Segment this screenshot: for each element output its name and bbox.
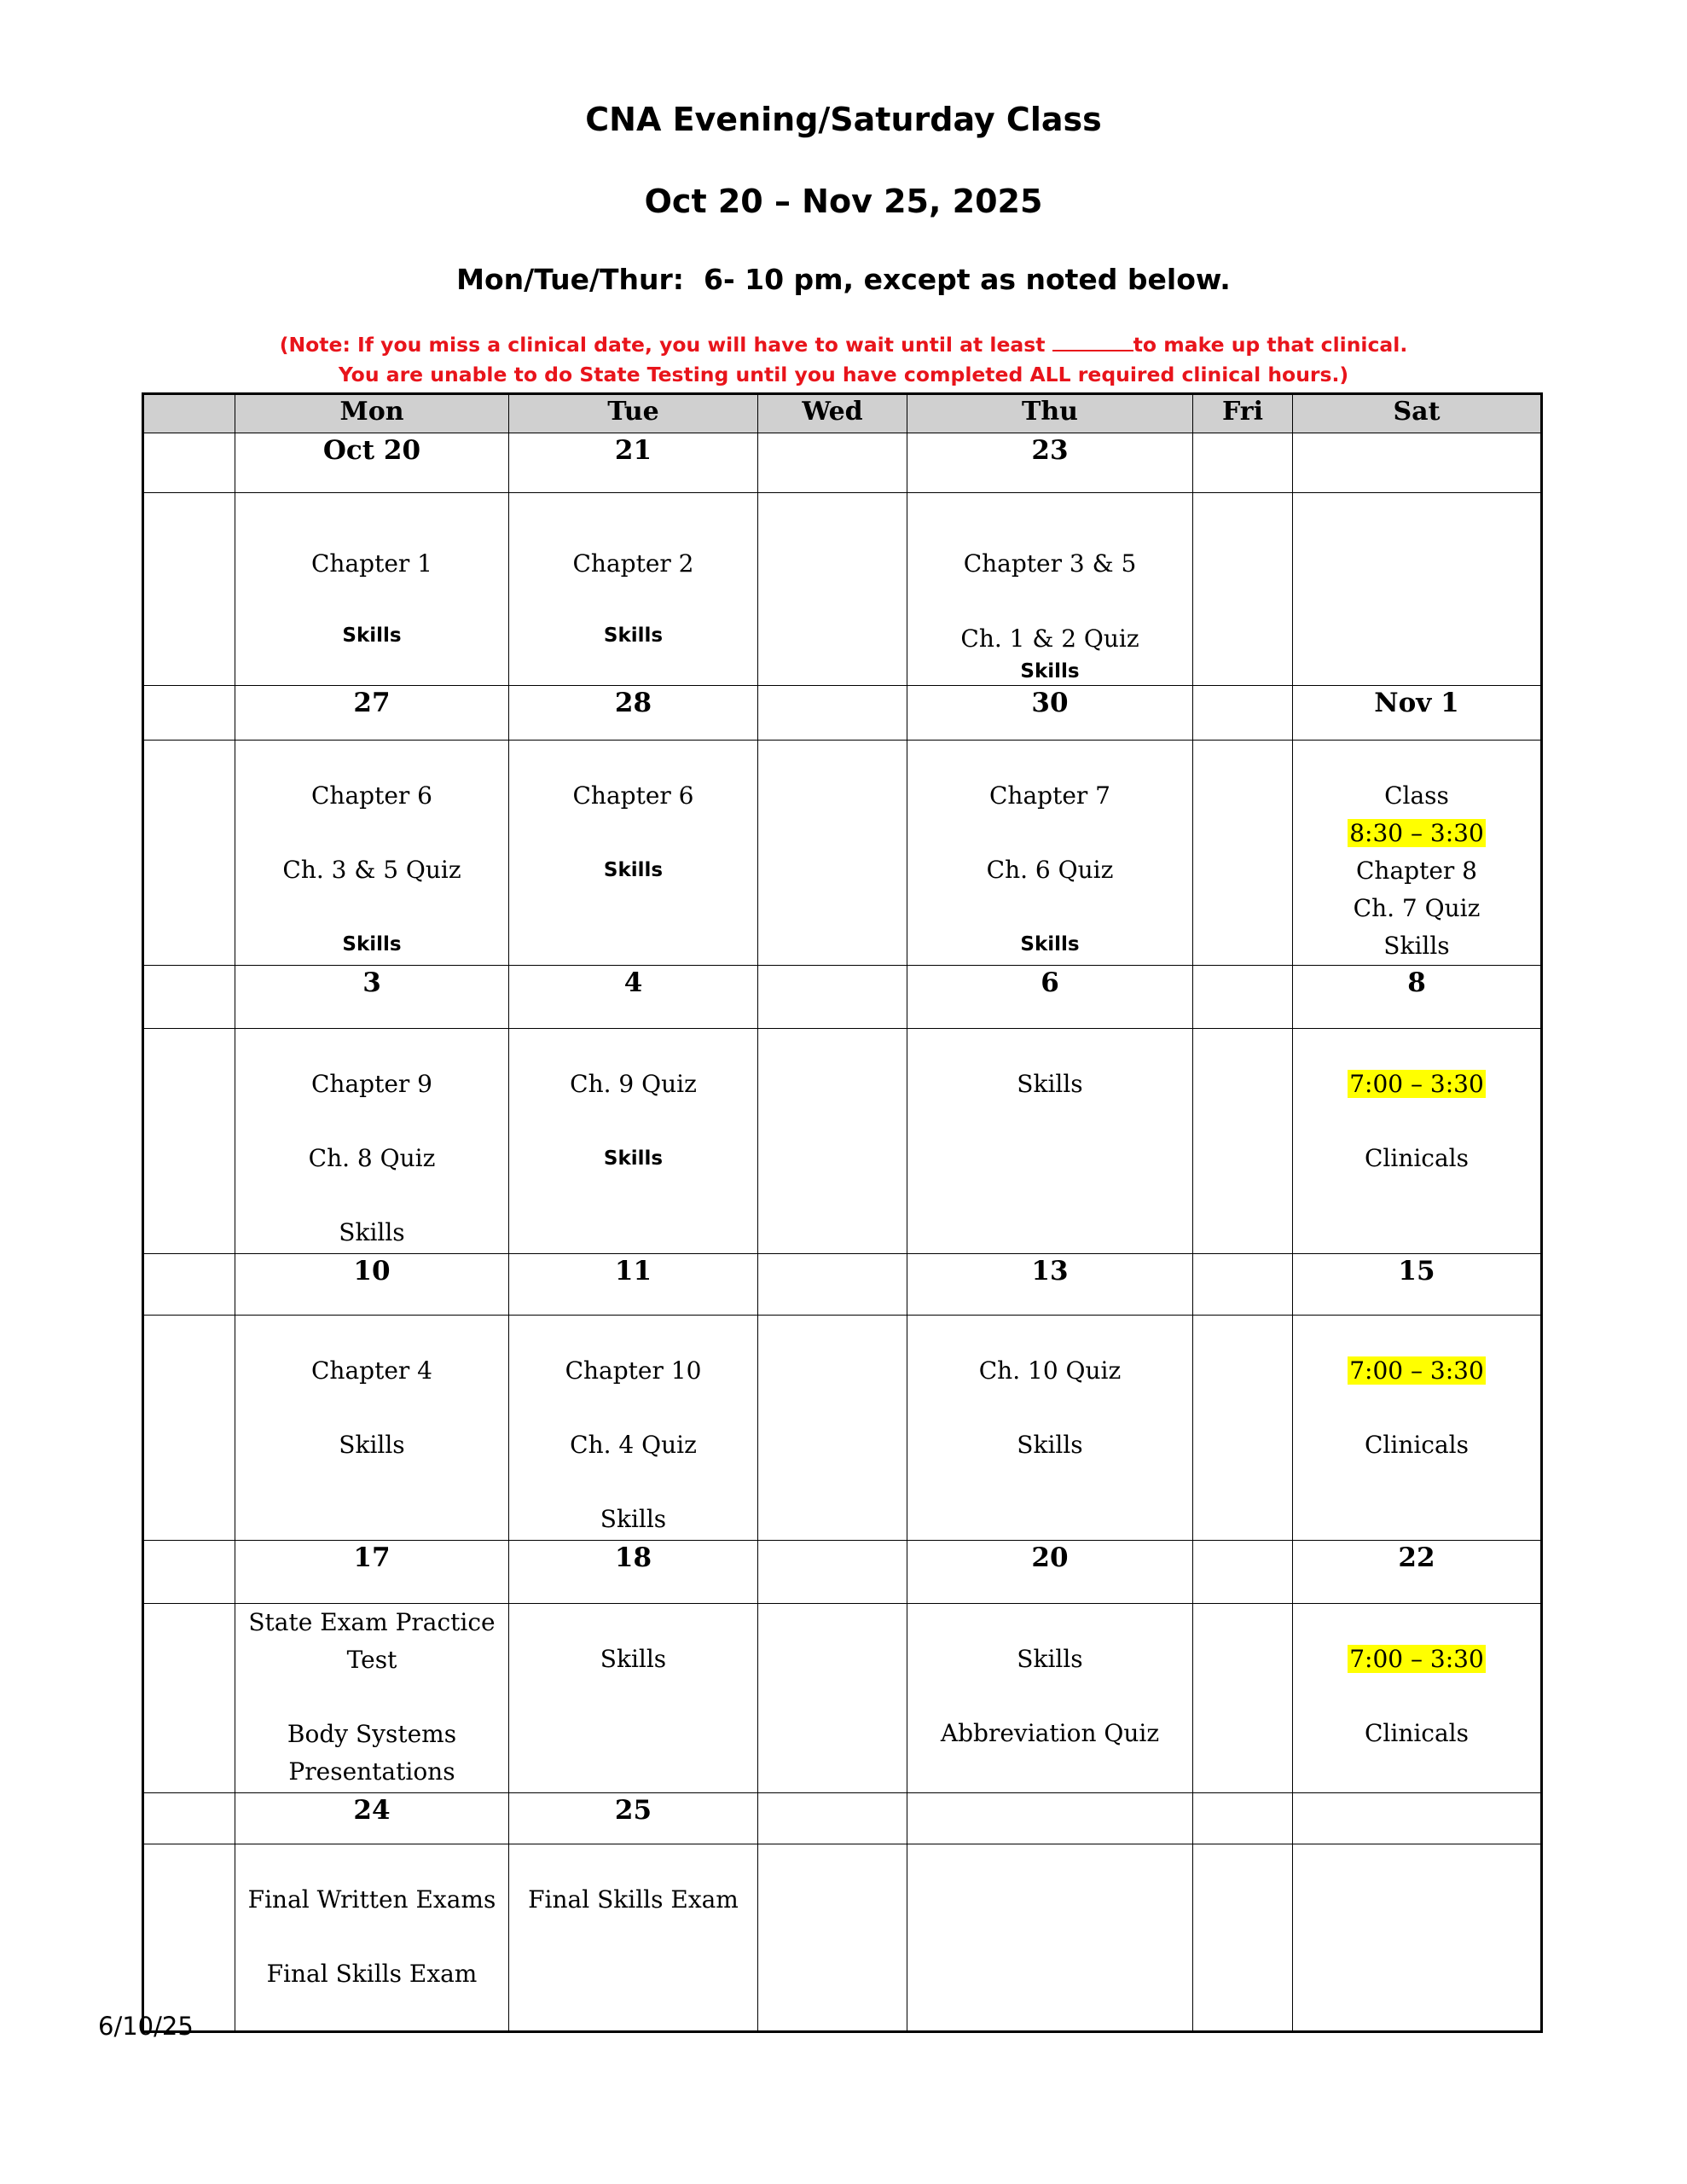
schedule-note: Mon/Tue/Thur: 6- 10 pm, except as noted below. (456, 263, 1231, 296)
date-thu: 13 (907, 1254, 1193, 1316)
date-wed (758, 686, 907, 741)
cell-sat (1293, 741, 1542, 966)
date-row (143, 1254, 1542, 1316)
date-tue: 21 (509, 433, 758, 493)
cell-mon (235, 1844, 509, 2032)
cell-tue (509, 741, 758, 966)
date-fri (1193, 686, 1293, 741)
item: Ch. 1 & 2 Quiz (960, 624, 1139, 653)
date-mon: 27 (235, 686, 509, 741)
item: Clinicals (1364, 1144, 1470, 1172)
date-thu: 20 (907, 1541, 1193, 1604)
date-sat: Nov 1 (1293, 686, 1542, 741)
date-mon: 24 (235, 1793, 509, 1844)
cell-tue (509, 1604, 758, 1793)
date-tue: 25 (509, 1793, 758, 1844)
date-wed (758, 1254, 907, 1316)
date-fri (1193, 966, 1293, 1029)
cell-mon (235, 493, 509, 686)
date-row (143, 1793, 1542, 1844)
item: Skills (1020, 933, 1080, 956)
item: Class (1384, 781, 1449, 810)
cell-mon (235, 1604, 509, 1793)
header-mon: Mon (235, 394, 509, 433)
header-blank (143, 394, 235, 433)
item: Skills (339, 1431, 405, 1459)
cell-tue (509, 493, 758, 686)
item: Test (346, 1646, 397, 1674)
note-text-b: to make up that clinical. (1133, 333, 1408, 357)
item: State Exam Practice (248, 1608, 496, 1636)
date-fri (1193, 1793, 1293, 1844)
item: Chapter 1 (311, 549, 432, 578)
clinical-note-line1 (0, 333, 1687, 357)
cell-thu (907, 741, 1193, 966)
date-fri (1193, 1254, 1293, 1316)
date-fri (1193, 1541, 1293, 1604)
item: Chapter 2 (572, 549, 694, 578)
date-thu: 23 (907, 433, 1193, 493)
item: Chapter 6 (311, 781, 432, 810)
cell-thu (907, 493, 1193, 686)
date-row (143, 686, 1542, 741)
clinical-note-line2: You are unable to do State Testing until you have completed ALL required clinical hours.) (338, 363, 1349, 386)
date-range: Oct 20 – Nov 25, 2025 (644, 183, 1043, 220)
cell-tue (509, 1844, 758, 2032)
item: Skills (603, 859, 664, 881)
date-sat (1293, 1793, 1542, 1844)
day-header-row (143, 394, 1542, 433)
cell-thu (907, 1316, 1193, 1541)
note-text-a: (Note: If you miss a clinical date, you will have to wait until at least (279, 333, 1046, 357)
item: Final Written Exams (247, 1885, 496, 1914)
cell-mon (235, 1029, 509, 1254)
date-wed (758, 1793, 907, 1844)
item: Ch. 10 Quiz (978, 1356, 1122, 1385)
item: Chapter 8 (1356, 857, 1477, 885)
time-highlight: 7:00 – 3:30 (1349, 1645, 1484, 1673)
item: Clinicals (1364, 1719, 1470, 1747)
header-wed: Wed (758, 394, 907, 433)
fill-in-blank (1052, 333, 1133, 351)
content-row (143, 1316, 1542, 1541)
header-sat: Sat (1293, 394, 1542, 433)
cell-tue (509, 1316, 758, 1541)
content-row (143, 741, 1542, 966)
date-row (143, 433, 1542, 493)
cell-sat (1293, 1029, 1542, 1254)
item: Presentations (288, 1757, 455, 1786)
item: Chapter 3 & 5 (963, 549, 1137, 578)
date-thu: 30 (907, 686, 1193, 741)
date-tue: 4 (509, 966, 758, 1029)
item: Ch. 4 Quiz (570, 1431, 697, 1459)
item: Skills (1383, 932, 1450, 960)
date-mon: 10 (235, 1254, 509, 1316)
item: Ch. 9 Quiz (570, 1070, 697, 1098)
item: Chapter 7 (989, 781, 1110, 810)
item: Final Skills Exam (266, 1960, 478, 1988)
item: Skills (1017, 1070, 1083, 1098)
date-thu (907, 1793, 1193, 1844)
item: Skills (1017, 1645, 1083, 1673)
content-row (143, 493, 1542, 686)
date-thu: 6 (907, 966, 1193, 1029)
time-highlight: 7:00 – 3:30 (1349, 1356, 1484, 1385)
content-row (143, 1844, 1542, 2032)
date-wed (758, 966, 907, 1029)
item: Skills (600, 1645, 667, 1673)
item: Clinicals (1364, 1431, 1470, 1459)
cell-tue (509, 1029, 758, 1254)
cell-thu (907, 1604, 1193, 1793)
item: Ch. 7 Quiz (1353, 894, 1481, 922)
content-row (143, 1604, 1542, 1793)
item: Skills (342, 933, 402, 956)
date-mon: 17 (235, 1541, 509, 1604)
header-fri: Fri (1193, 394, 1293, 433)
cell-mon (235, 741, 509, 966)
date-tue: 28 (509, 686, 758, 741)
cell-thu (907, 1029, 1193, 1254)
header-tue: Tue (509, 394, 758, 433)
date-tue: 18 (509, 1541, 758, 1604)
date-sat: 8 (1293, 966, 1542, 1029)
item: Chapter 6 (572, 781, 694, 810)
item: Skills (600, 1505, 667, 1533)
date-wed (758, 1541, 907, 1604)
time-highlight: 8:30 – 3:30 (1349, 819, 1484, 847)
date-fri (1193, 433, 1293, 493)
item: Skills (342, 624, 402, 647)
cell-mon (235, 1316, 509, 1541)
date-sat: 15 (1293, 1254, 1542, 1316)
item: Ch. 6 Quiz (986, 856, 1114, 884)
document-title: CNA Evening/Saturday Class (585, 101, 1102, 138)
date-sat: 22 (1293, 1541, 1542, 1604)
date-row (143, 966, 1542, 1029)
date-mon: 3 (235, 966, 509, 1029)
item: Ch. 3 & 5 Quiz (282, 856, 461, 884)
item: Skills (1020, 660, 1080, 682)
item: Chapter 10 (565, 1356, 702, 1385)
item: Final Skills Exam (528, 1885, 739, 1914)
cell-sat (1293, 1604, 1542, 1793)
item: Ch. 8 Quiz (308, 1144, 436, 1172)
item: Skills (603, 1147, 664, 1170)
item: Chapter 4 (311, 1356, 432, 1385)
date-row (143, 1541, 1542, 1604)
cell-sat (1293, 1316, 1542, 1541)
date-sat (1293, 433, 1542, 493)
date-mon: Oct 20 (235, 433, 509, 493)
item: Chapter 9 (311, 1070, 432, 1098)
item: Skills (339, 1218, 405, 1246)
revision-date: 6/10/25 (98, 2012, 194, 2041)
time-highlight: 7:00 – 3:30 (1349, 1070, 1484, 1098)
item: Body Systems (287, 1720, 457, 1748)
item: Abbreviation Quiz (940, 1719, 1160, 1747)
date-wed (758, 433, 907, 493)
content-row (143, 1029, 1542, 1254)
date-tue: 11 (509, 1254, 758, 1316)
header-thu: Thu (907, 394, 1193, 433)
item: Skills (1017, 1431, 1083, 1459)
item: Skills (603, 624, 664, 647)
schedule-table (142, 392, 1543, 2033)
